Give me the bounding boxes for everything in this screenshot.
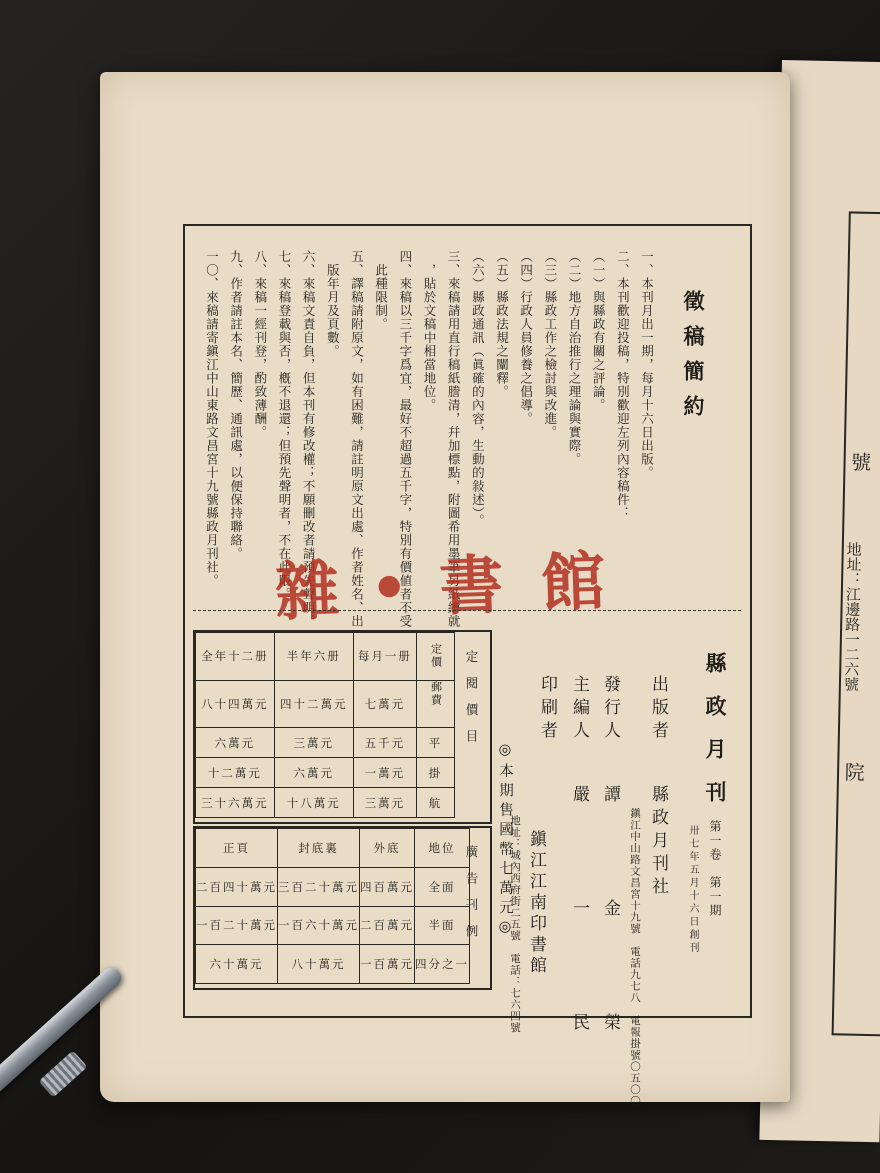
sub-post-air-1: 三萬元 [353, 788, 416, 818]
founding-date: 卅七年五月十六日創刊 [687, 825, 698, 955]
issue-price-note: ◎本期售國幣七萬元◎ [497, 742, 513, 940]
notice-line: 八、來稿一經刊登，酌致薄酬。 [252, 250, 268, 439]
notice-line: 二、本刊歡迎投稿，特別歡迎左列內容稿件： [615, 250, 631, 520]
ad-table-title: 廣告刊例 [464, 845, 479, 951]
magazine-title: 縣政月刊 [703, 652, 728, 824]
notice-line: 此種限制。 [373, 250, 389, 331]
sub-price-3: 八十四萬元 [196, 680, 275, 728]
sub-post-ordinary-3: 六萬元 [196, 728, 275, 758]
notice-line: 一〇、來稿請寄鎭江中山東路文昌宮十九號縣政月刊社。 [204, 250, 220, 588]
notice-line: 四、來稿以三千字爲宜，最好不超過五千字，特別有價値者不受 [397, 250, 413, 628]
ad-outer-2: 二百萬元 [360, 906, 415, 945]
sub-header-postage: 郵費 [416, 680, 454, 728]
ad-inner-2: 一百六十萬元 [278, 906, 360, 945]
notice-line: （一）與縣政有關之評論。 [591, 250, 607, 412]
notice-line: 七、來稿登載與否，槪不退還；但預先聲明者，不在此限。 [277, 250, 292, 601]
issue-number: 第一卷 第一期 [708, 820, 722, 918]
ad-page-3: 六十萬元 [196, 945, 278, 984]
sub-post-air-2: 十八萬元 [274, 788, 353, 818]
sub-post-ordinary-2: 三萬元 [274, 728, 353, 758]
printer-role: 印刷者 [537, 675, 557, 744]
ad-header-inner: 封底裏 [278, 829, 360, 868]
notice-line: 三、來稿請用直行稿紙謄清，幷加標點，附圖希用墨筆另紙繪就 [446, 250, 462, 628]
issuer-role: 發行人 [600, 675, 620, 744]
sub-header-registered: 掛 [416, 758, 454, 788]
stamp-dot: ● [376, 566, 402, 601]
publisher-role: 出版者 [648, 675, 668, 744]
sub-header-price: 定價 [416, 633, 454, 681]
subscription-grid [195, 632, 455, 818]
notice-line: ，貼於文稿中相當地位。 [422, 250, 437, 412]
notice-line: 九、作者請註本名、簡歷、通訊處，以便保持聯絡。 [228, 250, 244, 561]
ad-inner-3: 八十萬元 [278, 945, 360, 984]
publisher-name: 縣政月刊社 [648, 785, 668, 900]
stamp-char-3: 館 [539, 544, 607, 622]
sub-post-registered-1: 一萬元 [353, 758, 416, 788]
printer-address: 地址：城內西府街二五號 電話：七六四號 [509, 815, 521, 1034]
ad-header-page: 正頁 [196, 829, 278, 868]
ad-page-1: 二百四十萬元 [196, 867, 278, 906]
ad-inner-1: 三百二十萬元 [278, 867, 360, 906]
ad-page-2: 一百二十萬元 [196, 906, 278, 945]
notice-line: 六、來稿文責自負，但本刊有修改權；不願刪改者請預先聲明。 [301, 250, 317, 628]
ad-header-outer: 外底 [360, 829, 415, 868]
editor-role: 主編人 [569, 675, 589, 744]
adjacent-page-text-3: 院 [840, 761, 866, 782]
sub-term-2: 半年六册 [274, 633, 353, 681]
printer-name: 鎭江江南印書館 [526, 830, 546, 977]
sub-header-ordinary: 平 [416, 728, 454, 758]
library-stamp [273, 526, 606, 637]
editor-name: 嚴 一 民 [569, 785, 589, 1070]
section-divider [193, 610, 741, 611]
notice-line: （二）地方自治推行之理論與實際。 [567, 250, 582, 466]
sub-term-3: 全年十二册 [196, 633, 275, 681]
sub-term-1: 每月一册 [353, 633, 416, 681]
ad-outer-3: 一百萬元 [360, 945, 415, 984]
ad-pos-3: 四分之一 [415, 945, 470, 984]
sub-price-2: 四十二萬元 [274, 680, 353, 728]
notice-line: 版年月及頁數。 [325, 250, 341, 358]
stamp-char-2: 書 [438, 547, 505, 626]
sub-price-1: 七萬元 [353, 680, 416, 728]
ad-header-position: 地位 [415, 829, 470, 868]
notice-title: 徵稿簡約 [681, 290, 706, 430]
notice-line: （三）縣政工作之檢討與改進。 [542, 250, 558, 439]
subscription-table-title: 定閱價目 [464, 650, 479, 756]
sub-header-air: 航 [416, 788, 454, 818]
adjacent-page-text-2: 地址：江邊路一二六號 [841, 541, 863, 692]
notice-line: 五、譯稿請附原文，如有困難，請註明原文出處、作者姓名、出 [349, 250, 365, 628]
sub-post-ordinary-1: 五千元 [353, 728, 416, 758]
notice-line: （五）縣政法規之闡釋。 [494, 250, 510, 399]
sub-post-registered-2: 六萬元 [274, 758, 353, 788]
notice-line: 一、本刊月出一期，每月十六日出版。 [639, 250, 655, 480]
sub-post-registered-3: 十二萬元 [196, 758, 275, 788]
notice-line: （六）縣政通訊（眞確的內容，生動的敍述）。 [470, 250, 486, 528]
ad-grid [195, 828, 470, 984]
sub-post-air-3: 三十六萬元 [196, 788, 275, 818]
issuer-name: 譚 金 榮 [600, 785, 620, 1070]
adjacent-page-text-1: 號 [847, 451, 872, 472]
publisher-address: 鎭江中山路文昌宮十九號 電話九七八 電報掛號〇五〇〇 [629, 808, 641, 1107]
notice-line: （四）行政人員修養之倡導。 [518, 250, 534, 426]
ad-pos-1: 全面 [415, 867, 470, 906]
ad-pos-2: 半面 [415, 906, 470, 945]
stamp-char-1: 雜 [273, 553, 341, 631]
ad-outer-1: 四百萬元 [360, 867, 415, 906]
